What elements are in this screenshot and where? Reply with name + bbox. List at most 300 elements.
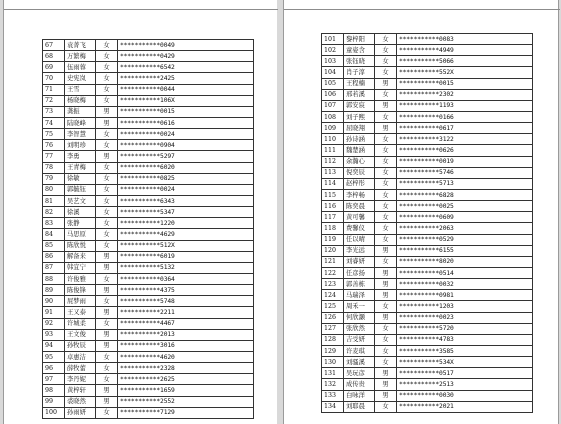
gender-cell: 女 xyxy=(96,162,118,173)
row-number-cell: 81 xyxy=(43,195,65,206)
left-page xyxy=(3,0,277,424)
student-name-cell: 许俊雅 xyxy=(65,273,96,284)
gender-cell: 女 xyxy=(96,407,118,418)
id-number-cell: ***********6020 xyxy=(118,162,254,173)
row-number-cell: 124 xyxy=(322,290,344,301)
table-row xyxy=(43,385,254,396)
row-number-cell: 99 xyxy=(43,396,65,407)
gender-cell: 女 xyxy=(375,201,397,212)
student-name-cell: 李梓畅 xyxy=(344,189,375,200)
student-name-cell: 史宪岚 xyxy=(65,73,96,84)
student-name-cell: 张静 xyxy=(65,218,96,229)
id-number-cell: ***********0364 xyxy=(118,273,254,284)
row-number-cell: 103 xyxy=(322,56,344,67)
gender-cell: 男 xyxy=(96,329,118,340)
row-number-cell: 117 xyxy=(322,212,344,223)
gender-cell: 女 xyxy=(96,84,118,95)
row-number-cell: 108 xyxy=(322,111,344,122)
table-row xyxy=(43,184,254,195)
gender-cell: 女 xyxy=(96,62,118,73)
gender-cell: 男 xyxy=(375,267,397,278)
id-number-cell: ***********4629 xyxy=(118,229,254,240)
table-row xyxy=(322,279,533,290)
table-row xyxy=(322,78,533,89)
student-name-cell: 王青梅 xyxy=(65,162,96,173)
gender-cell: 女 xyxy=(375,323,397,334)
table-row xyxy=(43,374,254,385)
student-name-cell: 陆晓峰 xyxy=(65,117,96,128)
gender-cell: 女 xyxy=(375,145,397,156)
id-number-cell: ***********106X xyxy=(118,95,254,106)
id-number-cell: ***********0609 xyxy=(397,212,533,223)
gender-cell: 女 xyxy=(375,256,397,267)
table-row xyxy=(322,379,533,390)
id-number-cell: ***********8020 xyxy=(397,256,533,267)
table-row xyxy=(322,123,533,134)
table-row xyxy=(43,273,254,284)
gender-cell: 男 xyxy=(375,245,397,256)
student-name-cell: 马思原 xyxy=(65,229,96,240)
student-name-cell: 刘子熙 xyxy=(344,111,375,122)
row-number-cell: 74 xyxy=(43,117,65,128)
row-number-cell: 87 xyxy=(43,262,65,273)
gender-cell: 男 xyxy=(375,290,397,301)
row-number-cell: 132 xyxy=(322,379,344,390)
gender-cell: 男 xyxy=(375,379,397,390)
id-number-cell: ***********2302 xyxy=(397,89,533,100)
student-name-cell: 刘睿妍 xyxy=(344,256,375,267)
table-row xyxy=(322,45,533,56)
gender-cell: 男 xyxy=(96,251,118,262)
student-name-cell: 郭善栋 xyxy=(344,279,375,290)
row-number-cell: 71 xyxy=(43,84,65,95)
student-name-cell: 刘耶晨 xyxy=(344,401,375,412)
table-row xyxy=(43,407,254,418)
row-number-cell: 113 xyxy=(322,167,344,178)
table-row xyxy=(322,156,533,167)
student-name-cell: 成传贵 xyxy=(344,379,375,390)
student-name-cell: 孙诗涵 xyxy=(344,134,375,145)
table-row xyxy=(43,218,254,229)
table-row xyxy=(322,111,533,122)
gender-cell: 女 xyxy=(96,184,118,195)
table-row xyxy=(43,140,254,151)
student-name-cell: 黎梓阳 xyxy=(344,34,375,45)
table-row xyxy=(322,234,533,245)
gender-cell: 男 xyxy=(375,78,397,89)
student-roster-table-right xyxy=(321,33,533,413)
table-row xyxy=(322,89,533,100)
row-number-cell: 78 xyxy=(43,162,65,173)
id-number-cell: ***********3585 xyxy=(397,345,533,356)
id-number-cell: ***********0529 xyxy=(397,234,533,245)
student-name-cell: 解备来 xyxy=(65,251,96,262)
gender-cell: 女 xyxy=(96,40,118,51)
student-name-cell: 任以晴 xyxy=(344,234,375,245)
gender-cell: 女 xyxy=(96,73,118,84)
id-number-cell: ***********5297 xyxy=(118,151,254,162)
table-row xyxy=(322,390,533,401)
table-row xyxy=(322,201,533,212)
table-row xyxy=(43,84,254,95)
row-number-cell: 127 xyxy=(322,323,344,334)
student-name-cell: 李智慧 xyxy=(65,129,96,140)
gender-cell: 女 xyxy=(375,134,397,145)
id-number-cell: ***********6155 xyxy=(397,245,533,256)
gender-cell: 女 xyxy=(375,401,397,412)
row-number-cell: 130 xyxy=(322,357,344,368)
gender-cell: 女 xyxy=(375,301,397,312)
id-number-cell: ***********6343 xyxy=(118,195,254,206)
gender-cell: 女 xyxy=(375,334,397,345)
gender-cell: 女 xyxy=(375,89,397,100)
gender-cell: 女 xyxy=(96,207,118,218)
student-name-cell: 李光远 xyxy=(344,245,375,256)
gender-cell: 女 xyxy=(375,234,397,245)
gender-cell: 男 xyxy=(96,262,118,273)
gender-cell: 女 xyxy=(96,318,118,329)
id-number-cell: ***********0617 xyxy=(397,123,533,134)
id-number-cell: ***********4949 xyxy=(397,45,533,56)
table-row xyxy=(43,129,254,140)
row-number-cell: 98 xyxy=(43,385,65,396)
table-row xyxy=(43,229,254,240)
gender-cell: 男 xyxy=(375,100,397,111)
student-name-cell: 龚振 xyxy=(65,106,96,117)
id-number-cell: ***********0024 xyxy=(118,129,254,140)
student-name-cell: 屁梦雨 xyxy=(65,296,96,307)
table-row xyxy=(322,345,533,356)
student-name-cell: 魏楚涵 xyxy=(344,145,375,156)
student-name-cell: 李勇 xyxy=(65,151,96,162)
row-number-cell: 134 xyxy=(322,401,344,412)
student-name-cell: 倪奕辰 xyxy=(344,167,375,178)
id-number-cell: ***********0044 xyxy=(118,84,254,95)
row-number-cell: 96 xyxy=(43,363,65,374)
gender-cell: 女 xyxy=(375,156,397,167)
student-name-cell: 屈晓翔 xyxy=(344,123,375,134)
table-row xyxy=(322,189,533,200)
id-number-cell: ***********2013 xyxy=(118,329,254,340)
gender-cell: 女 xyxy=(375,189,397,200)
id-number-cell: ***********0626 xyxy=(397,145,533,156)
row-number-cell: 105 xyxy=(322,78,344,89)
id-number-cell: ***********5132 xyxy=(118,262,254,273)
table-row xyxy=(43,363,254,374)
student-name-cell: 王文俊 xyxy=(65,329,96,340)
student-name-cell: 黄可馨 xyxy=(344,212,375,223)
gender-cell: 女 xyxy=(96,240,118,251)
id-number-cell: ***********1659 xyxy=(118,385,254,396)
table-row xyxy=(322,34,533,45)
table-row xyxy=(43,318,254,329)
row-number-cell: 90 xyxy=(43,296,65,307)
row-number-cell: 107 xyxy=(322,100,344,111)
gender-cell: 男 xyxy=(96,340,118,351)
gender-cell: 女 xyxy=(96,195,118,206)
student-name-cell: 王又泰 xyxy=(65,307,96,318)
id-number-cell: ***********2625 xyxy=(118,374,254,385)
student-name-cell: 童姿含 xyxy=(344,45,375,56)
row-number-cell: 75 xyxy=(43,129,65,140)
gender-cell: 男 xyxy=(375,312,397,323)
id-number-cell: ***********0166 xyxy=(397,111,533,122)
gender-cell: 女 xyxy=(96,51,118,62)
gender-cell: 女 xyxy=(375,45,397,56)
table-row xyxy=(43,207,254,218)
student-name-cell: 白咏洋 xyxy=(344,390,375,401)
student-name-cell: 吴艺文 xyxy=(65,195,96,206)
id-number-cell: ***********0514 xyxy=(397,267,533,278)
id-number-cell: ***********2513 xyxy=(397,379,533,390)
student-name-cell: 赵梓彤 xyxy=(344,178,375,189)
id-number-cell: ***********0517 xyxy=(397,368,533,379)
row-number-cell: 115 xyxy=(322,189,344,200)
student-name-cell: 许城柔 xyxy=(65,318,96,329)
row-number-cell: 97 xyxy=(43,374,65,385)
row-number-cell: 122 xyxy=(322,267,344,278)
table-row xyxy=(322,212,533,223)
row-number-cell: 92 xyxy=(43,318,65,329)
row-number-cell: 72 xyxy=(43,95,65,106)
row-number-cell: 69 xyxy=(43,62,65,73)
gender-cell: 男 xyxy=(96,396,118,407)
row-number-cell: 126 xyxy=(322,312,344,323)
id-number-cell: ***********0030 xyxy=(397,390,533,401)
row-number-cell: 67 xyxy=(43,40,65,51)
row-number-cell: 121 xyxy=(322,256,344,267)
gender-cell: 男 xyxy=(375,123,397,134)
id-number-cell: ***********3016 xyxy=(118,340,254,351)
row-number-cell: 111 xyxy=(322,145,344,156)
id-number-cell: ***********0049 xyxy=(118,40,254,51)
table-row xyxy=(43,162,254,173)
student-name-cell: 邢若溪 xyxy=(344,89,375,100)
student-name-cell: 张欣然 xyxy=(344,323,375,334)
student-name-cell: 袁菁飞 xyxy=(65,40,96,51)
table-row xyxy=(43,396,254,407)
student-name-cell: 韩宜宁 xyxy=(65,262,96,273)
row-number-cell: 88 xyxy=(43,273,65,284)
gender-cell: 女 xyxy=(96,351,118,362)
table-row xyxy=(322,56,533,67)
id-number-cell: ***********0616 xyxy=(118,117,254,128)
student-name-cell: 余瀚心 xyxy=(344,156,375,167)
gender-cell: 女 xyxy=(375,34,397,45)
id-number-cell: ***********0023 xyxy=(397,312,533,323)
gender-cell: 男 xyxy=(96,307,118,318)
table-row xyxy=(322,368,533,379)
id-number-cell: ***********0981 xyxy=(397,290,533,301)
id-number-cell: ***********1220 xyxy=(118,218,254,229)
id-number-cell: ***********2328 xyxy=(118,363,254,374)
student-name-cell: 孙雨妍 xyxy=(65,407,96,418)
id-number-cell: ***********4620 xyxy=(118,351,254,362)
gender-cell: 女 xyxy=(96,173,118,184)
student-roster-table-left xyxy=(42,39,254,419)
student-name-cell: 陈奕晨 xyxy=(344,201,375,212)
gender-cell: 女 xyxy=(96,374,118,385)
id-number-cell: ***********5066 xyxy=(397,56,533,67)
id-number-cell: ***********6542 xyxy=(118,62,254,73)
gender-cell: 女 xyxy=(375,357,397,368)
row-number-cell: 118 xyxy=(322,223,344,234)
row-number-cell: 119 xyxy=(322,234,344,245)
student-name-cell: 任彦扬 xyxy=(344,267,375,278)
student-name-cell: 刘明珍 xyxy=(65,140,96,151)
table-row xyxy=(322,401,533,412)
row-number-cell: 95 xyxy=(43,351,65,362)
gender-cell: 男 xyxy=(96,106,118,117)
row-number-cell: 112 xyxy=(322,156,344,167)
row-number-cell: 77 xyxy=(43,151,65,162)
gender-cell: 男 xyxy=(375,390,397,401)
table-row xyxy=(43,117,254,128)
table-row xyxy=(43,307,254,318)
table-row xyxy=(43,195,254,206)
student-name-cell: 周禾一 xyxy=(344,301,375,312)
id-number-cell: ***********5720 xyxy=(397,323,533,334)
table-row xyxy=(43,95,254,106)
id-number-cell: ***********0904 xyxy=(118,140,254,151)
id-number-cell: ***********2063 xyxy=(397,223,533,234)
table-row xyxy=(322,301,533,312)
id-number-cell: ***********4375 xyxy=(118,285,254,296)
row-number-cell: 101 xyxy=(322,34,344,45)
student-name-cell: 薛牧蕾 xyxy=(65,363,96,374)
row-number-cell: 68 xyxy=(43,51,65,62)
table-row xyxy=(322,267,533,278)
gender-cell: 女 xyxy=(96,129,118,140)
id-number-cell: ***********0024 xyxy=(118,184,254,195)
id-number-cell: ***********5713 xyxy=(397,178,533,189)
table-row xyxy=(322,178,533,189)
id-number-cell: ***********552X xyxy=(397,67,533,78)
student-name-cell: 杨晓梅 xyxy=(65,95,96,106)
row-number-cell: 80 xyxy=(43,184,65,195)
gender-cell: 女 xyxy=(96,296,118,307)
student-name-cell: 陈欣悦 xyxy=(65,240,96,251)
row-number-cell: 100 xyxy=(43,407,65,418)
gender-cell: 男 xyxy=(96,117,118,128)
table-row xyxy=(43,173,254,184)
student-name-cell: 裘晓然 xyxy=(65,396,96,407)
student-name-cell: 刘骚溪 xyxy=(344,357,375,368)
row-number-cell: 104 xyxy=(322,67,344,78)
id-number-cell: ***********2021 xyxy=(397,401,533,412)
id-number-cell: ***********0015 xyxy=(118,106,254,117)
row-number-cell: 84 xyxy=(43,229,65,240)
row-number-cell: 79 xyxy=(43,173,65,184)
id-number-cell: ***********0015 xyxy=(397,78,533,89)
row-number-cell: 120 xyxy=(322,245,344,256)
id-number-cell: ***********4783 xyxy=(397,334,533,345)
id-number-cell: ***********7129 xyxy=(118,407,254,418)
table-row xyxy=(322,312,533,323)
row-number-cell: 133 xyxy=(322,390,344,401)
student-name-cell: 卓惠洁 xyxy=(65,351,96,362)
student-name-cell: 马瑞泽 xyxy=(344,290,375,301)
row-number-cell: 128 xyxy=(322,334,344,345)
student-name-cell: 何欣灏 xyxy=(344,312,375,323)
row-number-cell: 131 xyxy=(322,368,344,379)
gender-cell: 女 xyxy=(375,345,397,356)
gender-cell: 女 xyxy=(375,178,397,189)
row-number-cell: 76 xyxy=(43,140,65,151)
student-name-cell: 费馨仪 xyxy=(344,223,375,234)
row-number-cell: 129 xyxy=(322,345,344,356)
gender-cell: 女 xyxy=(96,218,118,229)
gender-cell: 女 xyxy=(375,212,397,223)
gender-cell: 女 xyxy=(96,363,118,374)
table-row xyxy=(43,51,254,62)
row-number-cell: 93 xyxy=(43,329,65,340)
student-name-cell: 王程楠 xyxy=(344,78,375,89)
table-row xyxy=(322,67,533,78)
id-number-cell: ***********6019 xyxy=(118,251,254,262)
row-number-cell: 70 xyxy=(43,73,65,84)
student-name-cell: 王雪 xyxy=(65,84,96,95)
table-row xyxy=(43,151,254,162)
table-row xyxy=(322,357,533,368)
row-number-cell: 83 xyxy=(43,218,65,229)
gender-cell: 男 xyxy=(375,279,397,290)
student-name-cell: 万繁梅 xyxy=(65,51,96,62)
id-number-cell: ***********0032 xyxy=(397,279,533,290)
gender-cell: 男 xyxy=(96,285,118,296)
gender-cell: 女 xyxy=(375,56,397,67)
gender-cell: 男 xyxy=(96,151,118,162)
student-name-cell: 李丹妮 xyxy=(65,374,96,385)
student-name-cell: 黄梓轩 xyxy=(65,385,96,396)
table-row xyxy=(322,290,533,301)
id-number-cell: ***********4467 xyxy=(118,318,254,329)
student-name-cell: 徐敏 xyxy=(65,173,96,184)
row-number-cell: 85 xyxy=(43,240,65,251)
id-number-cell: ***********2552 xyxy=(118,396,254,407)
row-number-cell: 123 xyxy=(322,279,344,290)
table-row xyxy=(322,245,533,256)
id-number-cell: ***********1203 xyxy=(397,301,533,312)
id-number-cell: ***********3122 xyxy=(397,134,533,145)
gender-cell: 女 xyxy=(375,223,397,234)
student-name-cell: 吴玩彦 xyxy=(344,368,375,379)
page-top-rule xyxy=(4,9,278,10)
row-number-cell: 114 xyxy=(322,178,344,189)
student-name-cell: 伍雨蓉 xyxy=(65,62,96,73)
id-number-cell: ***********2211 xyxy=(118,307,254,318)
table-row xyxy=(43,329,254,340)
row-number-cell: 86 xyxy=(43,251,65,262)
student-name-cell: 吉受妍 xyxy=(344,334,375,345)
row-number-cell: 82 xyxy=(43,207,65,218)
row-number-cell: 110 xyxy=(322,134,344,145)
id-number-cell: ***********6828 xyxy=(397,189,533,200)
id-number-cell: ***********5748 xyxy=(118,296,254,307)
gender-cell: 男 xyxy=(375,368,397,379)
table-row xyxy=(43,285,254,296)
row-number-cell: 125 xyxy=(322,301,344,312)
gender-cell: 女 xyxy=(96,229,118,240)
id-number-cell: ***********512X xyxy=(118,240,254,251)
table-row xyxy=(322,256,533,267)
table-row xyxy=(43,62,254,73)
student-name-cell: 张钰晓 xyxy=(344,56,375,67)
id-number-cell: ***********0025 xyxy=(397,201,533,212)
gender-cell: 女 xyxy=(375,111,397,122)
table-row xyxy=(43,73,254,84)
table-row xyxy=(43,251,254,262)
